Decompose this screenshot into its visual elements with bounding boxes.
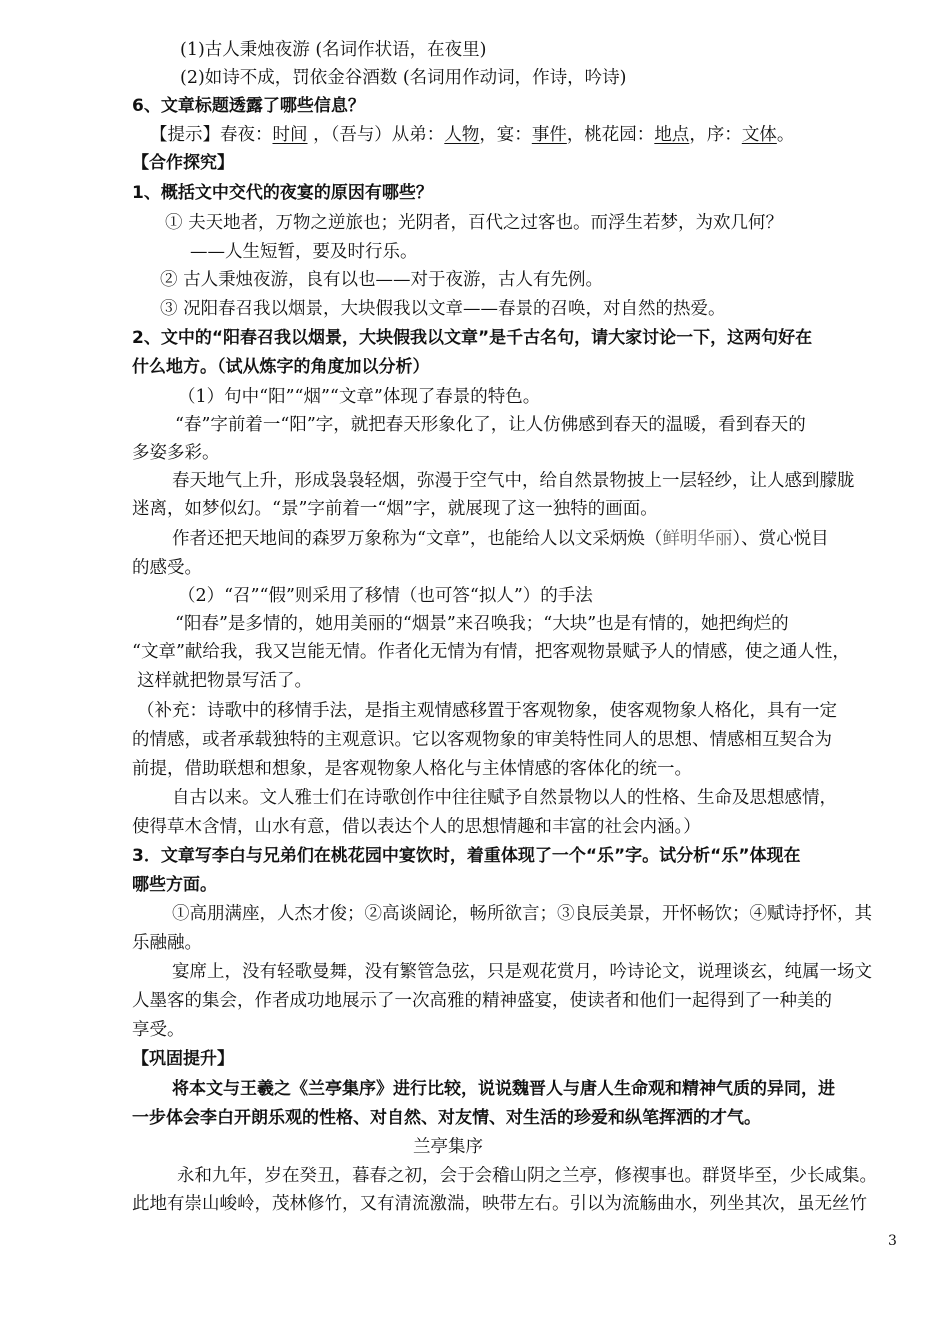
heading-line: 什么地方。（试从炼字的角度加以分析）: [132, 357, 430, 377]
hint-underlined-answer: 文体: [741, 125, 777, 145]
page-number: 3: [888, 1233, 897, 1249]
text-line: “春”字前着一“阳”字，就把春天形象化了，让人仿佛感到春天的温暖，看到春天的: [175, 415, 806, 435]
heading-line: 一步体会李白开朗乐观的性格、对自然、对友情、对生活的珍爱和纵笔挥洒的才气。: [132, 1108, 761, 1128]
text-line: 春天地气上升，形成袅袅轻烟，弥漫于空气中，给自然景物披上一层轻纱，让人感到朦胧: [172, 471, 855, 491]
gloss-text: 鲜明华丽: [662, 529, 733, 549]
hint-text: ，宴：: [479, 125, 532, 145]
text-line: ——人生短暂，要及时行乐。: [190, 242, 418, 262]
text-line: 享受。: [132, 1020, 185, 1040]
text-line: 迷离，如梦似幻。“景”字前着一“烟”字，就展现了这一独特的画面。: [132, 499, 658, 519]
heading-line: 【合作探究】: [132, 153, 234, 173]
heading-line: 6、文章标题透露了哪些信息？: [132, 96, 365, 116]
hint-text: ，桃花园：: [566, 125, 655, 145]
text-line: 兰亭集序: [413, 1137, 483, 1157]
text-line: (1)古人秉烛夜游 (名词作状语，在夜里): [180, 40, 487, 60]
text-line: 的感受。: [132, 558, 202, 578]
hint-text: 。: [776, 125, 795, 145]
text-line: 宴席上，没有轻歌曼舞，没有繁管急弦，只是观花赏月，吟诗论文，说理谈玄，纯属一场文: [172, 962, 872, 982]
hint-underlined-answer: 人物: [444, 125, 480, 145]
heading-line: 将本文与王羲之《兰亭集序》进行比较，说说魏晋人与唐人生命观和精神气质的异同，进: [172, 1079, 835, 1099]
heading-line: 2、文中的“阳春召我以烟景，大块假我以文章”是千古名句，请大家讨论一下，这两句好在: [132, 328, 813, 348]
text-line: （1）句中“阳”“烟”“文章”体现了春景的特色。: [178, 387, 541, 407]
text-line: （补充：诗歌中的移情手法，是指主观情感移置于客观物象，使客观物象人格化，具有一定: [137, 701, 837, 721]
paragraph-text: 作者还把天地间的森罗万象称为“文章”，也能给人以文采炳焕（: [172, 529, 663, 549]
hint-underlined-answer: 事件: [531, 125, 567, 145]
heading-line: 【巩固提升】: [132, 1049, 234, 1069]
text-line: （2）“召”“假”则采用了移情（也可答“拟人”）的手法: [178, 586, 593, 606]
text-line: 乐融融。: [132, 933, 202, 953]
text-line: (2)如诗不成，罚依金谷酒数 (名词用作动词，作诗，吟诗): [180, 68, 627, 88]
hint-text: ，（吾与）从弟：: [307, 125, 445, 145]
text-line: ①高朋满座，人杰才俊；②高谈阔论，畅所欲言；③良辰美景，开怀畅饮；④赋诗抒怀，其: [172, 904, 872, 924]
heading-line: 1、概括文中交代的夜宴的原因有哪些？: [132, 183, 433, 203]
text-line: ③ 况阳春召我以烟景，大块假我以文章——春景的召唤，对自然的热爱。: [160, 299, 726, 319]
text-line: ② 古人秉烛夜游，良有以也——对于夜游，古人有先例。: [160, 270, 604, 290]
text-line: ① 夫天地者，万物之逆旅也；光阴者，百代之过客也。而浮生若梦，为欢几何？: [165, 213, 784, 233]
heading-line: 3．文章写李白与兄弟们在桃花园中宴饮时，着重体现了一个“乐”字。试分析“乐”体现在: [132, 846, 801, 866]
text-line: 永和九年，岁在癸丑，暮春之初，会于会稽山阴之兰亭，修禊事也。群贤毕至，少长咸集。: [177, 1166, 877, 1186]
text-line: [172, 526, 829, 552]
text-line: 多姿多彩。: [132, 443, 220, 463]
hint-underlined-answer: 时间: [272, 125, 308, 145]
text-line: 人墨客的集会，作者成功地展示了一次高雅的精神盛宴，使读者和他们一起得到了一种美的: [132, 991, 832, 1011]
text-line: “阳春”是多情的，她用美丽的“烟景”来召唤我；“大块”也是有情的，她把绚烂的: [175, 614, 789, 634]
text-line: “文章”献给我，我又岂能无情。作者化无情为有情，把客观物景赋予人的情感，使之通人性，: [132, 642, 850, 662]
hint-text: 【提示】春夜：: [150, 125, 273, 145]
text-line: [150, 122, 794, 148]
text-line: 前提，借助联想和想象，是客观物象人格化与主体情感的客体化的统一。: [132, 759, 692, 779]
hint-underlined-answer: 地点: [654, 125, 690, 145]
heading-line: 哪些方面。: [132, 875, 217, 895]
text-line: 使得草木含情，山水有意，借以表达个人的思想情趣和丰富的社会内涵。）: [132, 817, 701, 837]
text-line: 自古以来。文人雅士们在诗歌创作中往往赋予自然景物以人的性格、生命及思想感情，: [172, 788, 837, 808]
paragraph-text: ）、赏心悦目: [732, 529, 829, 549]
hint-text: ，序：: [689, 125, 742, 145]
text-line: 的情感，或者承载独特的主观意识。它以客观物象的审美特性同人的思想、情感相互契合为: [132, 730, 832, 750]
text-line: 这样就把物景写活了。: [137, 671, 312, 691]
text-line: 此地有崇山峻岭，茂林修竹，又有清流激湍，映带左右。引以为流觞曲水，列坐其次，虽无丝竹: [132, 1194, 867, 1214]
